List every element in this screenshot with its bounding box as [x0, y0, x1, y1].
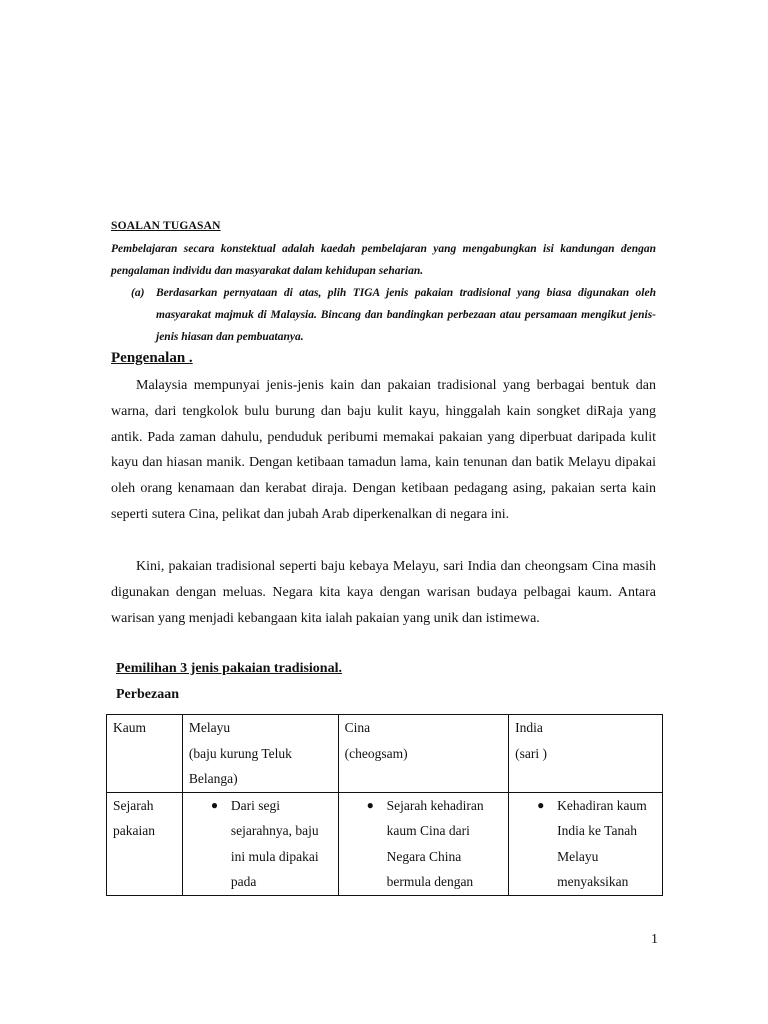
selection-title: Pemilihan 3 jenis pakaian tradisional. — [116, 661, 342, 676]
cell-cina — [338, 792, 509, 895]
bullet-icon: ● — [366, 797, 374, 812]
introduction-paragraph-1: Malaysia mempunyai jenis-jenis kain dan pakaian tradisional yang berbagai bentuk dan warna, dari tengkolok bulu burung dan baju kulit kayu, hinggalah kain songket diRaja yang antik. Pada zaman dahulu, penduduk peribumi memakai pakaian yang diperbuat daripada kulit kayu dan hiasan manik. Dengan ketibaan tamadun lama, kain tenunan dan batik Melayu dipakai oleh orang kenamaan dan kerabat diraja. Dengan ketibaan pedagang asing, pakaian serta kain seperti sutera Cina, pelikat dan jubah Arab diperkenalkan di negara ini. — [111, 378, 656, 522]
assignment-question — [131, 282, 656, 348]
question-label: (a) — [131, 287, 145, 299]
cell-melayu-text: Dari segi sejarahnya, baju ini mula dipakai pada — [230, 797, 319, 889]
header-cell-cina — [338, 715, 509, 793]
list-item — [210, 793, 332, 895]
list-item — [366, 793, 503, 895]
introduction-title: Pengenalan . — [111, 350, 193, 366]
table-row — [107, 792, 663, 895]
cell-india-text: Kehadiran kaum India ke Tanah Melayu menyaksikan — [557, 797, 647, 889]
introduction-paragraph-2: Kini, pakaian tradisional seperti baju kebaya Melayu, sari India dan cheongsam Cina masih digunakan dengan meluas. Negara kita kaya dengan warisan budaya pelbagai kaum. Antara warisan yang menjadi kebangaan kita ialah pakaian yang unik dan istimewa. — [111, 559, 656, 626]
header-cina-subtitle: (cheogsam) — [344, 745, 408, 761]
row-label-sejarah: Sejarah pakaian — [113, 797, 155, 838]
bullet-icon: ● — [210, 797, 219, 812]
bullet-icon: ● — [537, 797, 545, 812]
cell-india — [509, 792, 663, 895]
row-label-cell — [107, 792, 183, 895]
list-item — [537, 793, 656, 895]
assignment-heading: SOALAN TUGASAN — [111, 220, 221, 232]
page-number: 1 — [651, 932, 658, 947]
header-india-subtitle: (sari ) — [515, 745, 548, 761]
header-kaum-label: Kaum — [113, 720, 146, 735]
header-melayu-subtitle: (baju kurung Teluk Belanga) — [188, 745, 292, 786]
table-header-row — [107, 715, 663, 793]
assignment-intro: Pembelajaran secara konstektual adalah kaedah pembelajaran yang mengabungkan isi kandungan dengan pengalaman individu dan masyarakat dalam kehidupan seharian. — [111, 243, 656, 277]
header-cina-title: Cina — [344, 720, 371, 735]
header-melayu-title: Melayu — [188, 720, 231, 735]
header-cell-india — [509, 715, 663, 793]
header-cell-melayu — [182, 715, 338, 793]
differences-subheading: Perbezaan — [116, 687, 179, 702]
cell-cina-text: Sejarah kehadiran kaum Cina dari Negara China bermula dengan — [386, 797, 484, 889]
header-cell-kaum — [107, 715, 183, 793]
comparison-table — [106, 714, 663, 896]
question-text: Berdasarkan pernyataan di atas, plih TIGA jenis pakaian tradisional yang biasa digunakan oleh masyarakat majmuk di Malaysia. Bincang dan bandingkan perbezaan atau persamaan mengikut jenis-jenis hiasan dan pembuatanya. — [156, 287, 656, 343]
header-india-title: India — [515, 720, 543, 735]
cell-melayu — [182, 792, 338, 895]
